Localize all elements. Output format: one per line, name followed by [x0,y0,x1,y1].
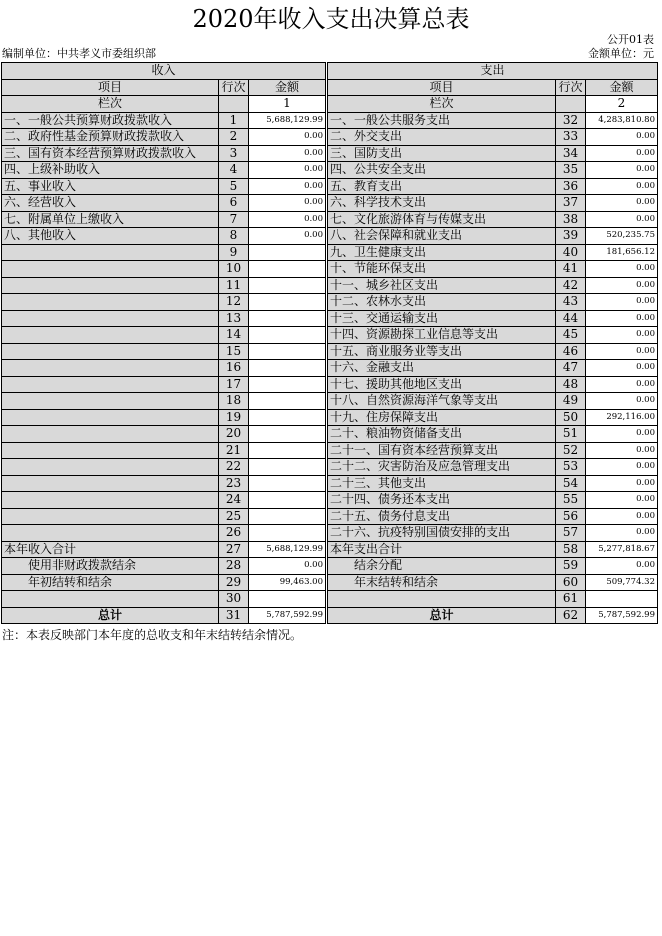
expense-line: 53 [556,459,586,476]
income-item: 八、其他收入 [2,228,219,245]
income-amount [249,525,327,542]
table-row [2,129,658,146]
income-amount-header: 金额 [249,79,327,96]
income-line: 2 [219,129,249,146]
expense-item-header: 项目 [327,79,556,96]
expense-summary-item [327,591,556,608]
income-amount [249,442,327,459]
expense-line: 38 [556,211,586,228]
expense-amount: 0.00 [586,211,658,228]
expense-line: 40 [556,244,586,261]
income-line: 26 [219,525,249,542]
income-line: 11 [219,277,249,294]
expense-amount: 0.00 [586,195,658,212]
income-line: 20 [219,426,249,443]
expense-item: 七、文化旅游体育与传媒支出 [327,211,556,228]
income-item [2,426,219,443]
summary-row [2,574,658,591]
income-item [2,343,219,360]
income-line: 24 [219,492,249,509]
income-amount [249,294,327,311]
income-amount: 0.00 [249,211,327,228]
income-item [2,294,219,311]
income-summary-line: 30 [219,591,249,608]
expense-line: 35 [556,162,586,179]
table-row [2,409,658,426]
income-item [2,310,219,327]
income-total-amount: 5,787,592.99 [249,607,327,624]
expense-amount: 0.00 [586,508,658,525]
income-line: 9 [219,244,249,261]
income-amount [249,508,327,525]
table-row [2,211,658,228]
expense-amount: 0.00 [586,129,658,146]
expense-line: 47 [556,360,586,377]
expense-summary-item: 结余分配 [327,558,556,575]
expense-item: 二十二、灾害防治及应急管理支出 [327,459,556,476]
expense-amount: 0.00 [586,442,658,459]
expense-amount: 0.00 [586,343,658,360]
income-amount [249,393,327,410]
expense-item: 十四、资源勘探工业信息等支出 [327,327,556,344]
expense-item: 八、社会保障和就业支出 [327,228,556,245]
income-item [2,459,219,476]
expense-item: 九、卫生健康支出 [327,244,556,261]
income-col-line-blank [219,96,249,113]
expense-line: 48 [556,376,586,393]
expense-line: 56 [556,508,586,525]
income-item: 三、国有资本经营预算财政拨款收入 [2,145,219,162]
income-amount: 0.00 [249,178,327,195]
expense-item: 四、公共安全支出 [327,162,556,179]
income-summary-line: 28 [219,558,249,575]
expense-total-line: 62 [556,607,586,624]
expense-item: 二、外交支出 [327,129,556,146]
table-row [2,178,658,195]
expense-item: 二十三、其他支出 [327,475,556,492]
expense-line: 55 [556,492,586,509]
expense-line: 37 [556,195,586,212]
expense-amount: 0.00 [586,459,658,476]
expense-summary-line: 60 [556,574,586,591]
expense-line-header: 行次 [556,79,586,96]
income-line: 18 [219,393,249,410]
income-item: 六、经营收入 [2,195,219,212]
expense-line: 46 [556,343,586,360]
income-item [2,393,219,410]
income-summary-line: 29 [219,574,249,591]
expense-amount: 0.00 [586,376,658,393]
income-amount [249,426,327,443]
expense-line: 36 [556,178,586,195]
expense-amount: 0.00 [586,360,658,377]
income-summary-amount: 99,463.00 [249,574,327,591]
expense-amount: 292,116.00 [586,409,658,426]
table-row [2,261,658,278]
income-amount: 0.00 [249,162,327,179]
table-row [2,508,658,525]
income-line: 1 [219,112,249,129]
income-item [2,525,219,542]
expense-item: 十八、自然资源海洋气象等支出 [327,393,556,410]
summary-row [2,591,658,608]
income-line: 17 [219,376,249,393]
income-expense-table [1,62,658,624]
income-line: 14 [219,327,249,344]
expense-item: 十六、金融支出 [327,360,556,377]
expense-summary-line: 59 [556,558,586,575]
table-row [2,162,658,179]
table-row [2,294,658,311]
table-row [2,393,658,410]
income-item-header: 项目 [2,79,219,96]
expense-summary-line: 61 [556,591,586,608]
income-total-label: 总计 [2,607,219,624]
income-line: 12 [219,294,249,311]
compiling-unit: 编制单位：中共孝义市委组织部 [2,47,156,60]
income-item: 一、一般公共预算财政拨款收入 [2,112,219,129]
income-item [2,475,219,492]
income-amount [249,475,327,492]
table-row [2,525,658,542]
expense-line: 39 [556,228,586,245]
income-line: 19 [219,409,249,426]
summary-row [2,558,658,575]
income-line: 6 [219,195,249,212]
income-line: 13 [219,310,249,327]
expense-summary-line: 58 [556,541,586,558]
expense-amount: 0.00 [586,475,658,492]
expense-amount: 0.00 [586,178,658,195]
expense-amount: 0.00 [586,525,658,542]
table-row [2,442,658,459]
table-row [2,376,658,393]
expense-summary-amount: 509,774.32 [586,574,658,591]
income-line: 7 [219,211,249,228]
expense-col-line-blank [556,96,586,113]
expense-amount: 0.00 [586,327,658,344]
expense-item: 十九、住房保障支出 [327,409,556,426]
table-row [2,327,658,344]
expense-line: 44 [556,310,586,327]
expense-item: 二十、粮油物资储备支出 [327,426,556,443]
table-row [2,492,658,509]
income-summary-amount: 5,688,129.99 [249,541,327,558]
expense-item: 一、一般公共服务支出 [327,112,556,129]
income-item [2,376,219,393]
income-item: 七、附属单位上缴收入 [2,211,219,228]
expense-item: 十七、援助其他地区支出 [327,376,556,393]
income-amount [249,261,327,278]
expense-summary-amount [586,591,658,608]
income-amount [249,376,327,393]
table-row [2,277,658,294]
income-line: 3 [219,145,249,162]
expense-item: 三、国防支出 [327,145,556,162]
expense-item: 十二、农林水支出 [327,294,556,311]
income-line: 8 [219,228,249,245]
income-amount [249,409,327,426]
income-amount: 5,688,129.99 [249,112,327,129]
income-amount [249,327,327,344]
income-summary-item [2,591,219,608]
expense-line: 45 [556,327,586,344]
expense-amount-header: 金额 [586,79,658,96]
expense-total-amount: 5,787,592.99 [586,607,658,624]
income-item [2,409,219,426]
income-item [2,277,219,294]
summary-row [2,541,658,558]
income-summary-item: 年初结转和结余 [2,574,219,591]
expense-item: 二十五、债务付息支出 [327,508,556,525]
income-summary-line: 27 [219,541,249,558]
income-item: 五、事业收入 [2,178,219,195]
income-total-line: 31 [219,607,249,624]
income-col-label: 栏次 [2,96,219,113]
expense-col-number: 2 [586,96,658,113]
expense-amount: 0.00 [586,393,658,410]
income-amount [249,492,327,509]
expense-line: 43 [556,294,586,311]
expense-line: 33 [556,129,586,146]
income-amount: 0.00 [249,129,327,146]
income-line: 23 [219,475,249,492]
income-amount: 0.00 [249,228,327,245]
income-amount: 0.00 [249,195,327,212]
table-row [2,244,658,261]
expense-total-label: 总计 [327,607,556,624]
expense-line: 32 [556,112,586,129]
expense-line: 51 [556,426,586,443]
income-line: 10 [219,261,249,278]
expense-amount: 520,235.75 [586,228,658,245]
expense-item: 二十六、抗疫特别国债安排的支出 [327,525,556,542]
income-amount [249,244,327,261]
expense-line: 54 [556,475,586,492]
income-line-header: 行次 [219,79,249,96]
income-item [2,360,219,377]
income-item [2,508,219,525]
income-amount [249,343,327,360]
table-row [2,360,658,377]
expense-amount: 0.00 [586,162,658,179]
expense-item: 二十四、债务还本支出 [327,492,556,509]
expense-item: 六、科学技术支出 [327,195,556,212]
income-item [2,442,219,459]
income-header: 收入 [2,63,327,80]
income-amount [249,277,327,294]
expense-item: 十、节能环保支出 [327,261,556,278]
income-summary-amount: 0.00 [249,558,327,575]
expense-amount: 0.00 [586,492,658,509]
table-note: 注：本表反映部门本年度的总收支和年末结转结余情况。 [2,628,303,642]
income-item [2,492,219,509]
expense-summary-item: 年末结转和结余 [327,574,556,591]
income-amount [249,310,327,327]
expense-header: 支出 [327,63,658,80]
income-item: 二、政府性基金预算财政拨款收入 [2,129,219,146]
expense-item: 十五、商业服务业等支出 [327,343,556,360]
table-row [2,112,658,129]
expense-summary-item: 本年支出合计 [327,541,556,558]
expense-line: 34 [556,145,586,162]
income-summary-amount [249,591,327,608]
expense-line: 49 [556,393,586,410]
income-item [2,261,219,278]
page-title: 2020年收入支出决算总表 [192,5,470,33]
table-row [2,145,658,162]
expense-amount: 181,656.12 [586,244,658,261]
expense-item: 二十一、国有资本经营预算支出 [327,442,556,459]
table-row [2,459,658,476]
form-code: 公开01表 [607,33,654,46]
expense-item: 十一、城乡社区支出 [327,277,556,294]
income-summary-item: 本年收入合计 [2,541,219,558]
expense-amount: 0.00 [586,261,658,278]
income-line: 22 [219,459,249,476]
expense-line: 57 [556,525,586,542]
expense-item: 五、教育支出 [327,178,556,195]
expense-line: 42 [556,277,586,294]
table-row [2,310,658,327]
expense-line: 50 [556,409,586,426]
expense-item: 十三、交通运输支出 [327,310,556,327]
income-item: 四、上级补助收入 [2,162,219,179]
expense-line: 41 [556,261,586,278]
income-amount: 0.00 [249,145,327,162]
expense-col-label: 栏次 [327,96,556,113]
expense-amount: 4,283,810.80 [586,112,658,129]
table-row [2,343,658,360]
income-col-number: 1 [249,96,327,113]
table-row [2,426,658,443]
table-row [2,475,658,492]
income-line: 5 [219,178,249,195]
income-summary-item: 使用非财政拨款结余 [2,558,219,575]
income-line: 4 [219,162,249,179]
income-line: 25 [219,508,249,525]
table-row [2,195,658,212]
expense-amount: 0.00 [586,294,658,311]
expense-amount: 0.00 [586,426,658,443]
currency-unit: 金额单位：元 [588,47,654,60]
expense-summary-amount: 0.00 [586,558,658,575]
table-row [2,228,658,245]
income-amount [249,360,327,377]
income-line: 21 [219,442,249,459]
income-line: 15 [219,343,249,360]
income-item [2,244,219,261]
expense-line: 52 [556,442,586,459]
expense-amount: 0.00 [586,145,658,162]
income-item [2,327,219,344]
income-amount [249,459,327,476]
income-line: 16 [219,360,249,377]
expense-amount: 0.00 [586,277,658,294]
expense-amount: 0.00 [586,310,658,327]
expense-summary-amount: 5,277,818.67 [586,541,658,558]
